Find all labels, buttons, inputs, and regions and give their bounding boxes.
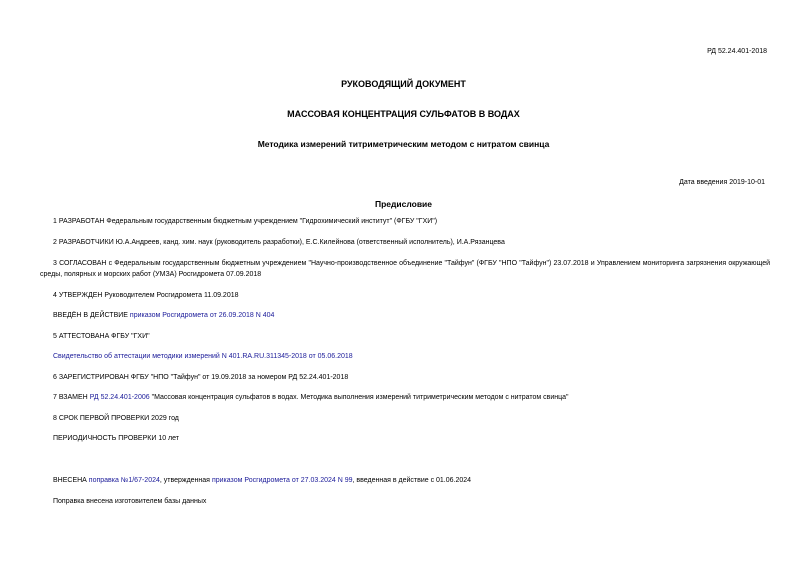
amendment-prefix: ВНЕСЕНА [53,477,87,484]
replaced-document-title: "Массовая концентрация сульфатов в водах. Методика выполнения измерений титриметрическим методом с нитратом свинца" [151,394,569,401]
certificate-link[interactable]: Свидетельство об аттестации методики измерений N 401.RA.RU.311345-2018 от 05.06.2018 [53,353,353,360]
preface-item-first-review-text: 8 СРОК ПЕРВОЙ ПРОВЕРКИ 2029 год [53,415,179,422]
document-code: РД 52.24.401-2018 [707,48,767,55]
document-type-title: РУКОВОДЯЩИЙ ДОКУМЕНТ [341,79,466,89]
introduction-date: Дата введения 2019-10-01 [679,179,765,186]
preface-item-review-period [40,434,179,444]
preface-item-agreed: 3 СОГЛАСОВАН с Федеральным государственным бюджетным учреждением "Научно-производственное объединение "Тайфун" (ФГБУ "НПО "Тайфун") 23.07.2018 и Управлением мониторинга загрязнения окружающей среды, полярных и морских работ (УМЗА) Росгидромета 07.09.2018 [40,260,770,278]
amendment-approved-text: , утвержденная [159,477,210,484]
preface-item-first-review [40,414,179,424]
amendment-line [40,476,471,486]
replaces-label: 7 ВЗАМЕН [53,394,88,401]
preface-item-certificate [40,352,353,362]
preface-item-certified-text: 5 АТТЕСТОВАНА ФГБУ "ГХИ" [53,333,150,340]
replaced-document-link[interactable]: РД 52.24.401-2006 [89,394,150,401]
method-title: Методика измерений титриметрическим методом с нитратом свинца [257,139,550,149]
preface-item-developers [40,238,505,248]
preface-item-approved [40,291,239,301]
enacted-order-link[interactable]: приказом Росгидромета от 26.09.2018 N 404 [129,312,275,319]
document-subject-title: МАССОВАЯ КОНЦЕНТРАЦИЯ СУЛЬФАТОВ В ВОДАХ [287,109,520,119]
preface-item-registered-text: 6 ЗАРЕГИСТРИРОВАН ФГБУ "НПО "Тайфун" от 19.09.2018 за номером РД 52.24.401-2018 [53,374,349,381]
preface-item-developed [40,217,437,227]
amendment-effective-text: , введенная в действие с 01.06.2024 [352,477,472,484]
preface-item-developed-text: 1 РАЗРАБОТАН Федеральным государственным бюджетным учреждением "Гидрохимический институт" (ФГБУ "ГХИ") [53,218,438,225]
amendment-note [40,497,206,507]
preface-item-review-period-text: ПЕРИОДИЧНОСТЬ ПРОВЕРКИ 10 лет [53,435,179,442]
preface-item-developers-text: 2 РАЗРАБОТЧИКИ Ю.А.Андреев, канд. хим. наук (руководитель разработки), Е.С.Килейнова (ответственный исполнитель), И.А.Рязанцева [53,239,505,246]
preface-item-enacted [40,311,274,321]
enacted-label: ВВЕДЁН В ДЕЙСТВИЕ [53,312,128,319]
amendment-order-link[interactable]: приказом Росгидромета от 27.03.2024 N 99 [211,477,353,484]
amendment-link[interactable]: поправка №1/67-2024 [88,477,160,484]
preface-item-certified [40,332,150,342]
preface-item-registered [40,373,348,383]
preface-heading: Предисловие [374,199,433,209]
amendment-note-text: Поправка внесена изготовителем базы данных [53,498,207,505]
preface-item-approved-text: 4 УТВЕРЖДЕН Руководителем Росгидромета 11.09.2018 [53,292,239,299]
preface-item-replaces [40,393,569,403]
